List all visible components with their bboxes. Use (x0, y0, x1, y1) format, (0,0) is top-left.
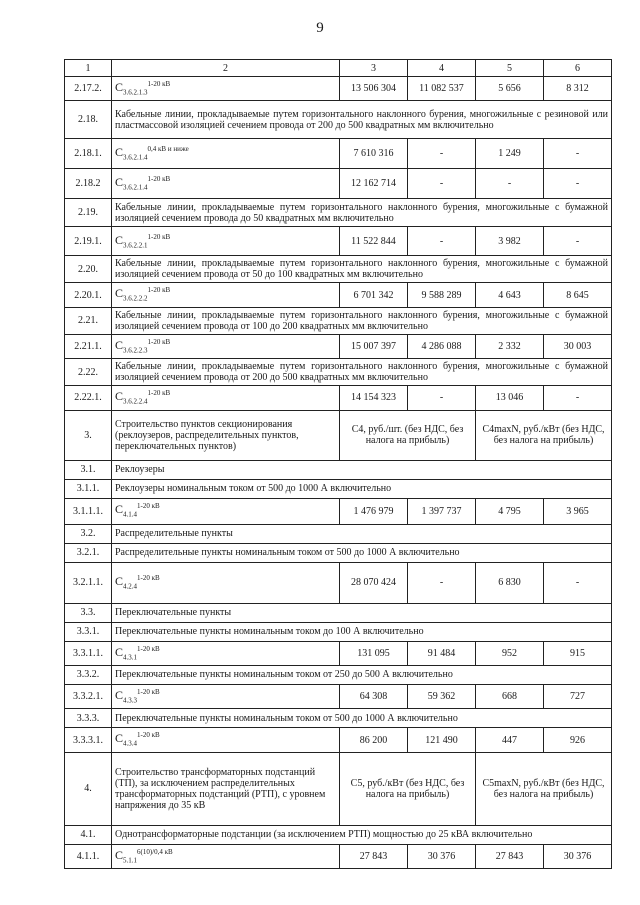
rate-code (112, 334, 340, 358)
category-description: Переключательные пункты (112, 603, 612, 622)
row-number: 2.22. (65, 359, 112, 386)
rate-code-base: C (115, 731, 124, 746)
rate-code (112, 77, 340, 101)
voltage-superscript: 1-20 кВ (147, 286, 171, 295)
value-cell: 28 070 424 (340, 562, 408, 603)
value-cell: 12 162 714 (340, 169, 408, 199)
row-number: 3.3.2. (65, 665, 112, 684)
rate-code-subscript: 3.6.2.1.3 (123, 88, 148, 97)
rate-code-subscript: 3.6.2.2.2 (123, 294, 148, 303)
value-cell: 13 506 304 (340, 77, 408, 101)
rate-code (112, 227, 340, 256)
value-cell: 59 362 (408, 684, 476, 708)
value-cell: 6 701 342 (340, 283, 408, 307)
category-description: Переключательные пункты номинальным током от 500 до 1000 А включительно (112, 709, 612, 728)
value-cell: - (544, 562, 612, 603)
rate-code-base: C (115, 389, 124, 404)
section-row (65, 410, 612, 460)
row-number: 3.1.1.1. (65, 498, 112, 524)
rate-code-base: C (115, 145, 124, 160)
rate-code-label (115, 145, 189, 162)
section-title: Строительство пунктов секционирования (реклоузеров, распределительных пунктов, переключательных пунктов) (112, 410, 340, 460)
rate-code-label (115, 232, 171, 250)
value-cell: 4 643 (476, 283, 544, 307)
row-number: 3.3.1.1. (65, 641, 112, 665)
row-number: 4.1. (65, 825, 112, 844)
category-row (65, 359, 612, 386)
value-cell: 2 332 (476, 334, 544, 358)
category-row (65, 307, 612, 334)
rate-code (112, 562, 340, 603)
header-cell: 3 (340, 60, 408, 77)
rate-row (65, 139, 612, 169)
rate-code-base: C (115, 644, 124, 659)
row-number: 3.3.3. (65, 709, 112, 728)
row-number: 3.3. (65, 603, 112, 622)
value-cell: 30 003 (544, 334, 612, 358)
category-row (65, 524, 612, 543)
value-cell: - (408, 562, 476, 603)
category-row (65, 665, 612, 684)
rate-code-base: C (115, 573, 124, 588)
rate-code (112, 498, 340, 524)
header-cell: 2 (112, 60, 340, 77)
category-description: Кабельные линии, прокладываемые путем горизонтального наклонного бурения, многожильные с бумажной изоляцией сечением провода от 200 до 500 квадратных мм включительно (112, 359, 612, 386)
row-number: 2.20. (65, 256, 112, 283)
value-cell: 6 830 (476, 562, 544, 603)
value-cell: - (408, 139, 476, 169)
value-cell: 915 (544, 641, 612, 665)
value-cell: 7 610 316 (340, 139, 408, 169)
tariff-table (64, 59, 612, 869)
row-number: 2.18.1. (65, 139, 112, 169)
category-row (65, 709, 612, 728)
value-cell: 131 095 (340, 641, 408, 665)
category-row (65, 101, 612, 139)
value-cell: 86 200 (340, 728, 408, 752)
rate-code-subscript: 4.3.1 (123, 652, 138, 661)
rate-row (65, 77, 612, 101)
rate-code (112, 283, 340, 307)
value-cell: 668 (476, 684, 544, 708)
header-cell: 5 (476, 60, 544, 77)
rate-code-subscript: 3.6.2.2.3 (123, 346, 148, 355)
voltage-superscript: 1-20 кВ (147, 80, 171, 88)
value-cell: 727 (544, 684, 612, 708)
row-number: 2.21. (65, 307, 112, 334)
voltage-superscript: 1-20 кВ (147, 389, 171, 398)
rate-code-label (115, 731, 160, 748)
column-number-header (65, 60, 612, 77)
rate-row (65, 283, 612, 307)
category-row (65, 460, 612, 479)
value-cell: 91 484 (408, 641, 476, 665)
value-cell: 1 476 979 (340, 498, 408, 524)
value-cell: 9 588 289 (408, 283, 476, 307)
row-number: 3.3.1. (65, 622, 112, 641)
value-cell: 13 046 (476, 386, 544, 410)
rate-code (112, 169, 340, 199)
value-cell: 3 965 (544, 498, 612, 524)
voltage-superscript: 1-20 кВ (137, 502, 160, 511)
category-row (65, 622, 612, 641)
rate-code-label (115, 389, 171, 406)
rate-code-subscript: 4.1.4 (123, 510, 138, 519)
value-cell: - (544, 227, 612, 256)
row-number: 2.21.1. (65, 334, 112, 358)
row-number: 3.1. (65, 460, 112, 479)
rate-row (65, 844, 612, 868)
rate-code-subscript: 4.2.4 (123, 582, 138, 591)
rate-code-base: C (115, 232, 124, 247)
voltage-superscript: 1-20 кВ (137, 731, 160, 740)
value-cell: 27 843 (340, 844, 408, 868)
category-description: Распределительные пункты (112, 524, 612, 543)
rate-code-subscript: 3.6.2.1.4 (123, 153, 148, 162)
rate-unit-cell: C4, руб./шт. (без НДС, без налога на прибыль) (340, 410, 476, 460)
value-cell: - (544, 169, 612, 199)
value-cell: - (476, 169, 544, 199)
value-cell: - (408, 227, 476, 256)
value-cell: 5 656 (476, 77, 544, 101)
voltage-superscript: 1-20 кВ (147, 175, 171, 184)
value-cell: 3 982 (476, 227, 544, 256)
value-cell: 4 795 (476, 498, 544, 524)
header-cell: 4 (408, 60, 476, 77)
rate-code-base: C (115, 847, 124, 862)
rate-code-base: C (115, 687, 124, 702)
value-cell: - (544, 386, 612, 410)
value-cell: 30 376 (544, 844, 612, 868)
category-description: Распределительные пункты номинальным током от 500 до 1000 А включительно (112, 543, 612, 562)
category-description: Реклоузеры (112, 460, 612, 479)
category-description: Кабельные линии, прокладываемые путем горизонтального наклонного бурения, многожильные с бумажной изоляцией сечением провода от 100 до 200 квадратных мм включительно (112, 307, 612, 334)
category-row (65, 825, 612, 844)
rate-code-label (115, 573, 160, 591)
value-cell: - (408, 169, 476, 199)
row-number: 3. (65, 410, 112, 460)
value-cell: - (544, 139, 612, 169)
category-row (65, 603, 612, 622)
category-row (65, 256, 612, 283)
row-number: 3.2.1.1. (65, 562, 112, 603)
rate-code-base: C (115, 80, 124, 94)
category-row (65, 199, 612, 227)
row-number: 3.3.3.1. (65, 728, 112, 752)
category-description: Переключательные пункты номинальным током от 250 до 500 А включительно (112, 665, 612, 684)
rate-code-label (115, 175, 171, 192)
rate-code-base: C (115, 337, 124, 352)
rate-code-label (115, 502, 160, 519)
voltage-superscript: 1-20 кВ (147, 232, 171, 241)
rate-code (112, 641, 340, 665)
rate-code (112, 684, 340, 708)
rate-row (65, 562, 612, 603)
voltage-superscript: 1-20 кВ (147, 337, 171, 346)
rate-max-unit-cell: C4maxN, руб./кВт (без НДС, без налога на прибыль) (476, 410, 612, 460)
value-cell: 447 (476, 728, 544, 752)
row-number: 3.2. (65, 524, 112, 543)
value-cell: 27 843 (476, 844, 544, 868)
rate-code-label (115, 286, 171, 303)
rate-code-base: C (115, 175, 124, 190)
row-number: 2.19.1. (65, 227, 112, 256)
row-number: 4. (65, 752, 112, 825)
row-number: 2.19. (65, 199, 112, 227)
rate-unit-cell: C5, руб./кВт (без НДС, без налога на прибыль) (340, 752, 476, 825)
row-number: 4.1.1. (65, 844, 112, 868)
rate-row (65, 386, 612, 410)
row-number: 2.20.1. (65, 283, 112, 307)
rate-code (112, 728, 340, 752)
section-row (65, 752, 612, 825)
value-cell: - (408, 386, 476, 410)
voltage-superscript: 0,4 кВ и ниже (147, 145, 189, 154)
rate-code-base: C (115, 502, 124, 517)
rate-code (112, 844, 340, 868)
value-cell: 11 522 844 (340, 227, 408, 256)
row-number: 3.1.1. (65, 479, 112, 498)
category-description: Кабельные линии, прокладываемые путем горизонтального наклонного бурения, многожильные с бумажной изоляцией сечением провода до 50 квадратных мм включительно (112, 199, 612, 227)
voltage-superscript: 6(10)/0,4 кВ (137, 847, 173, 856)
category-row (65, 543, 612, 562)
rate-row (65, 641, 612, 665)
value-cell: 4 286 088 (408, 334, 476, 358)
value-cell: 1 249 (476, 139, 544, 169)
value-cell: 11 082 537 (408, 77, 476, 101)
value-cell: 30 376 (408, 844, 476, 868)
value-cell: 14 154 323 (340, 386, 408, 410)
row-number: 3.3.2.1. (65, 684, 112, 708)
rate-code-subscript: 5.1.1 (123, 856, 138, 865)
rate-code-subscript: 3.6.2.2.4 (123, 397, 148, 406)
value-cell: 64 308 (340, 684, 408, 708)
value-cell: 8 645 (544, 283, 612, 307)
rate-code-label (115, 847, 173, 865)
rate-max-unit-cell: C5maxN, руб./кВт (без НДС, без налога на прибыль) (476, 752, 612, 825)
category-description: Реклоузеры номинальным током от 500 до 1000 А включительно (112, 479, 612, 498)
rate-row (65, 169, 612, 199)
value-cell: 8 312 (544, 77, 612, 101)
rate-code-label (115, 80, 171, 97)
rate-code-label (115, 687, 160, 705)
rate-code-label (115, 645, 160, 659)
voltage-superscript: 1-20 кВ (137, 573, 160, 582)
category-description: Переключательные пункты номинальным током до 100 А включительно (112, 622, 612, 641)
voltage-superscript: 1-20 кВ (137, 687, 160, 696)
rate-code-subscript: 3.6.2.2.1 (123, 241, 148, 250)
rate-row (65, 334, 612, 358)
header-cell: 1 (65, 60, 112, 77)
rate-code-subscript: 4.3.3 (123, 696, 138, 705)
tariff-table-body (65, 60, 612, 869)
row-number: 3.2.1. (65, 543, 112, 562)
value-cell: 121 490 (408, 728, 476, 752)
category-description: Кабельные линии, прокладываемые путем горизонтального наклонного бурения, многожильные с резиновой или пластмассовой изоляцией сечением провода от 200 до 500 квадратных мм включительно (112, 101, 612, 139)
rate-code-subscript: 3.6.2.1.4 (123, 183, 148, 192)
value-cell: 926 (544, 728, 612, 752)
row-number: 2.17.2. (65, 77, 112, 101)
rate-code (112, 386, 340, 410)
rate-code-subscript: 4.3.4 (123, 739, 138, 748)
rate-code-label (115, 337, 171, 355)
voltage-superscript: 1-20 кВ (137, 644, 160, 653)
row-number: 2.18.2 (65, 169, 112, 199)
rate-row (65, 728, 612, 752)
category-description: Однотрансформаторные подстанции (за исключением РТП) мощностью до 25 кВА включительно (112, 825, 612, 844)
rate-row (65, 227, 612, 256)
row-number: 2.18. (65, 101, 112, 139)
value-cell: 15 007 397 (340, 334, 408, 358)
rate-row (65, 498, 612, 524)
category-row (65, 479, 612, 498)
section-title: Строительство трансформаторных подстанций (ТП), за исключением распределительных трансформаторных подстанций (РТП), с уровнем напряжения до 35 кВ (112, 752, 340, 825)
value-cell: 952 (476, 641, 544, 665)
rate-code (112, 139, 340, 169)
header-cell: 6 (544, 60, 612, 77)
row-number: 2.22.1. (65, 386, 112, 410)
category-description: Кабельные линии, прокладываемые путем горизонтального наклонного бурения, многожильные с бумажной изоляцией сечением провода от 50 до 100 квадратных мм включительно (112, 256, 612, 283)
rate-row (65, 684, 612, 708)
page-number: 9 (316, 20, 324, 36)
value-cell: 1 397 737 (408, 498, 476, 524)
rate-code-base: C (115, 286, 124, 301)
